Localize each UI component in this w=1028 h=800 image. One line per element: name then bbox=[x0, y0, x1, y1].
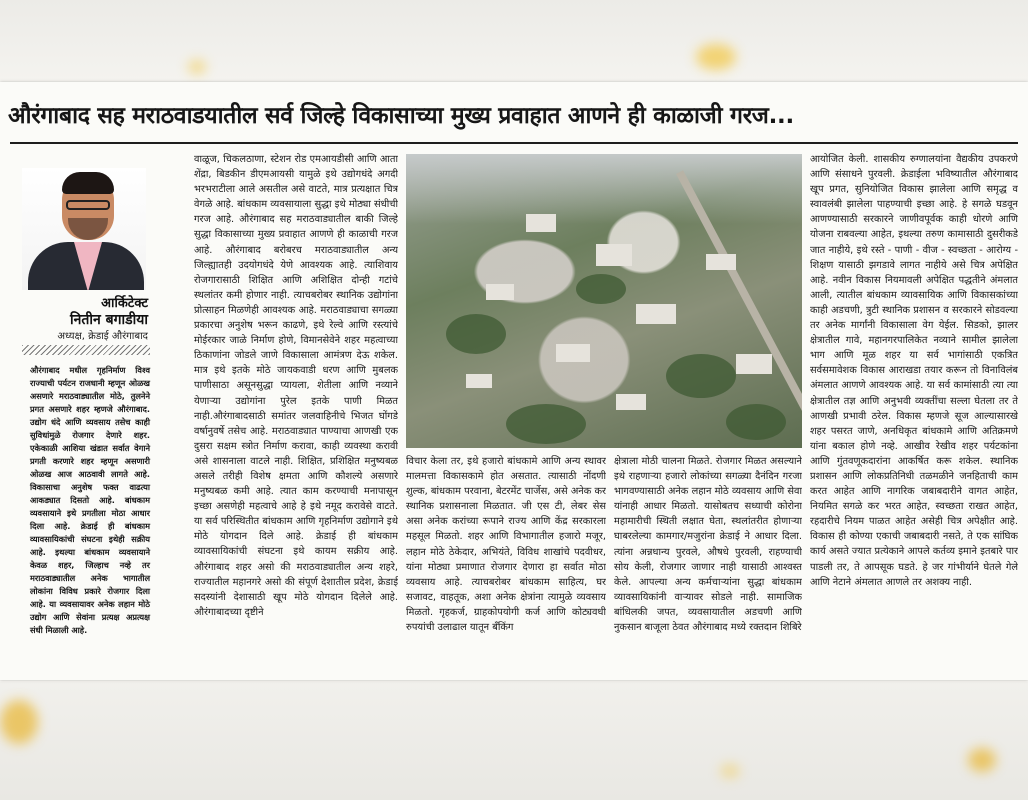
bokeh-light bbox=[0, 700, 38, 744]
background-top bbox=[0, 0, 1028, 80]
bokeh-light bbox=[188, 60, 206, 74]
newspaper-clipping bbox=[0, 82, 1028, 680]
headline-rule bbox=[10, 142, 1018, 144]
article-column-2: विचार केला तर, इथे हजारो बांधकामे आणि अन्य स्थावर मालमत्ता विकासकामे होत असतात. त्यासाठी नोंदणी शुल्क, बांधकाम परवाना, बेटरमेंट चार्जेस, असे अनेक कर स्थानिक प्रशासनाला मिळतात. जी एस टी, लेबर सेस असा अनेक करांच्या रूपाने राज्य आणि केंद्र सरकारला महसूल मिळतो. शहर आणि विभागातील हजारो मजूर, लहान मोठे ठेकेदार, अभियंते, विविध शाखांचे पदवीधर, यांना मोठ्या प्रमाणात रोजगार देणारा हा सर्वात मोठा व्यवसाय आहे. त्याचबरोबर बांधकाम साहित्य, घर सजावट, वाहतूक, अशा अनेक क्षेत्रांना त्यामुळे व्यवसाय मिळतो. गृहकर्ज, ग्राहकोपयोगी कर्ज आणि कोट्यवधी रुपयांची उलाढाल यातून बँकिंग bbox=[406, 456, 606, 634]
author-title: आर्किटेक्ट bbox=[101, 296, 148, 311]
author-name: नितीन बगाडीया bbox=[69, 312, 148, 328]
bokeh-light bbox=[720, 764, 740, 778]
bokeh-light bbox=[968, 748, 996, 772]
bokeh-light bbox=[696, 44, 736, 70]
aerial-city-photo bbox=[406, 154, 802, 448]
intro-text: औरंगाबाद मधील गृहनिर्माण विश्व राज्याची पर्यटन राजधानी म्हणून ओळख असणारे मराठवाड्यातील मोठे, तुलनेने प्रगत असणारे शहर म्हणजे औरंगाबाद. उद्योग धंदे आणि व्यवसाय तसेच काही सुविधांमुळे रोजगार देणारे शहर. एकेकाळी आशिया खंडात सर्वात वेगाने प्रगती करणारे शहर म्हणून असणारी ओळख आज आठवावी लागते आहे. विकासाचा अनुशेष फक्त वाढत्या आकड्यात दिसतो आहे. बांधकाम व्यवसायाने इथे प्रगतीला मोठा आधार दिला आहे. क्रेडाई ही बांधकाम व्यावसायिकांची संघटना इथेही सक्रीय आहे. इथल्या बांधकाम व्यवसायाने केवळ शहर, जिल्हाच नव्हे तर मराठवाड्यातील अनेक भागातील लोकांना विविध प्रकारे रोजगार दिला आहे. या व्यवसायावर अनेक लहान मोठे उद्योग आणि सेवांना प्रत्यक्ष अप्रत्यक्ष संधी मिळाली आहे. bbox=[30, 365, 150, 635]
article-headline: औरंगाबाद सह मराठवाडयातील सर्व जिल्हे विकासाच्या मुख्य प्रवाहात आणने ही काळाजी गरज... bbox=[8, 103, 794, 129]
decorative-hatch bbox=[22, 345, 150, 355]
author-photo bbox=[22, 168, 146, 290]
author-role: अध्यक्ष, क्रेडाई औरंगाबाद bbox=[57, 331, 148, 342]
article-column-1: वाळूज, चिकलठाणा, स्टेशन रोड एमआयडीसी आणि आता शेंद्रा, बिडकीन डीएमआयसी यामुळे इथे उद्योगधंदे अगदी भरभराटीला आले असतील असे वाटते, मात्र प्रत्यक्षात चित्र वेगळे आहे. बांधकाम व्यवसायाला सुद्धा इथे मोठ्या संधीची गरज आहे. औरंगाबाद सह मराठवाड्यातील बाकी जिल्हे सुद्धा विकासाच्या मुख्य प्रवाहात आणणे ही काळाची गरज आहे. औरंगाबाद बरोबरच मराठवाड्यातील अन्य जिल्ह्यातही उदयोगधंदे येणे आवश्यक आहे. त्याशिवाय रोजगारासाठी शिक्षित आणि अशिक्षित दोन्ही गटांचे स्थलांतर कमी होणार नाही. त्याचबरोबर स्थानिक उद्योगांना प्रोत्साहन मिळणेही आवश्यक आहे. मराठवाड्याचा सगळ्या प्रकारचा अनुशेष भरून काढणे, इथे रेल्वे आणि रस्त्यांचे मोईरकार जाळे निर्माण होणे, विमानसेवेने शहर महत्वाच्या ठिकाणांना जोडले जाणे विकासाला आमंत्रण देऊ शकेल. मात्र इथे इतके मोठे जायकवाडी धरण आणि मुबलक पाणीसाठा असूनसुद्धा प्यायला, शेतीला आणि नव्याने येणाऱ्या उद्योगांना पुरेल इतके पाणी मिळत नाही.औरंगाबादसाठी समांतर जलवाहिनीचे भिजत घोंगडे वर्षानुवर्षे तसेच आहे. मराठवाड्यात पाण्याचा आणखी एक दुसरा सक्षम स्त्रोत निर्माण करावा, काही व्यवस्था करावी असे शासनाला वाटले नाही. शिक्षित, प्रशिक्षित मनुष्यबळ असले तरीही विशेष क्षमता आणि कौशल्ये असणारे मनुष्यबळ कमी आहे. त्यात काम करण्याची मनापासून इच्छा असणेही महत्वाचे आहे हे इथे नमूद करावेसे वाटते. या सर्व परिस्थितीत बांधकाम आणि गृहनिर्माण उद्योगाने इथे मोठे योगदान दिले आहे. क्रेडाई ही बांधकाम व्यावसायिकांची संघटना इथे कायम सक्रीय आहे. औरंगाबाद शहर असो की मराठवाड्यातील अन्य शहरे, राज्यातील महानगरे असो की संपूर्ण देशातील प्रदेश, क्रेडाई सदस्यांनी देशासाठी खूप मोठे योगदान दिलेले आहे. औरंगाबादच्या दृष्टीने bbox=[194, 154, 398, 618]
article-column-3: क्षेत्राला मोठी चालना मिळते. रोजगार मिळत असल्याने इथे राहणाऱ्या हजारो लोकांच्या सगळ्या दैनंदिन गरजा भागवण्यासाठी अनेक लहान मोठे व्यवसाय आणि सेवा यांनाही आधार मिळतो. यासोबतच सध्याची कोरोना महामारीची स्थिती लक्षात घेता, स्थलांतरीत होणाऱ्या घाबरलेल्या कामगार/मजुरांना क्रेडाई ने आधार दिला. त्यांना अन्नधान्य पुरवले, औषधे पुरवली, राहण्याची सोय केली, रोजगार जाणार नाही यासाठी आश्वस्त केले. आपल्या अन्य कर्मचाऱ्यांना सुद्धा बांधकाम व्यावसायिकांनी वाऱ्यावर सोडले नाही. सामाजिक बांधिलकी जपत, व्यवसायातील अडचणी आणि नुकसान बाजूला ठेवत औरंगाबाद मध्ये रक्तदान शिबिरे bbox=[614, 456, 802, 634]
background-bottom bbox=[0, 682, 1028, 800]
article-column-4: आयोजित केली. शासकीय रुग्णालयांना वैद्यकीय उपकरणे आणि संसाधने पुरवली. क्रेडाईला भविष्यातील औरंगाबाद खूप प्रगत, सुनियोजित विकास झालेला आणि समृद्ध व स्वावलंबी झालेला पाहण्याची इच्छा आहे. हे सगळे घडवून आणण्यासाठी सरकारने जाणीवपूर्वक काही धोरणे आणि योजना राबवल्या आहेत, इथल्या तरुण कामासाठी दुसरीकडे जात नाहीये, इथे रस्ते - पाणी - वीज - स्वच्छता - आरोग्य - शिक्षण यासाठी झगडावे लागत नाहीये असे चित्र अपेक्षित आहे. नवीन विकास नियमावली अपेक्षित पद्धतीने अंमलात आली, त्यातील बांधकाम व्यावसायिक आणि विकासकांच्या काही अडचणी, त्रुटी स्थानिक प्रशासन व सरकारने सोडवल्या तर अनेक मार्गांनी विकासाला वेग येईल. सिडको, झालर क्षेत्रातील गावे, महानगरपालिकेत नव्याने सामील झालेला भाग आणि मूळ शहर या सर्व भागांसाठी एकत्रित सर्वसमावेशक विकास आराखडा तयार करून तो विनाविलंब अंमलात आणणे आवश्यक आहे. या सर्व कामांसाठी त्या त्या क्षेत्रातील तज्ञ आणि अनुभवी व्यक्तींचा सल्ला घेतला तर ते आणखी प्रभावी ठरेल. विकास म्हणजे सूज आल्यासारखे शहर पसरत जाणे, अनधिकृत बांधकामे आणि अतिक्रमणे यांना बकाल होणे नव्हे. आखीव रेखीव शहर पर्यटकांना आणि गुंतवणूकदारांना आकर्षित करू शकेल. स्थानिक प्रशासन आणि लोकप्रतिनिधी तळमळीने जनहिताची काम करत आहेत आणि नागरिक जबाबदारीने वागत आहेत, नियमित सगळे कर भरत आहेत, स्वच्छता राखत आहेत, रहदारीचे नियम पाळत आहेत असेही चित्र अपेक्षीत आहे. विकास ही कोण्या एकाची जबाबदारी नसते, ते एक सांघिक कार्य असते ज्यात प्रत्येकाने आपले कर्तव्य इमाने इतबारे पार पाडली तर, ते आपसूक घडते. हे जर गांभीर्याने घेतले गेले आणि नेटाने अंमलात आणले तर अशक्य नाही. bbox=[810, 154, 1018, 588]
